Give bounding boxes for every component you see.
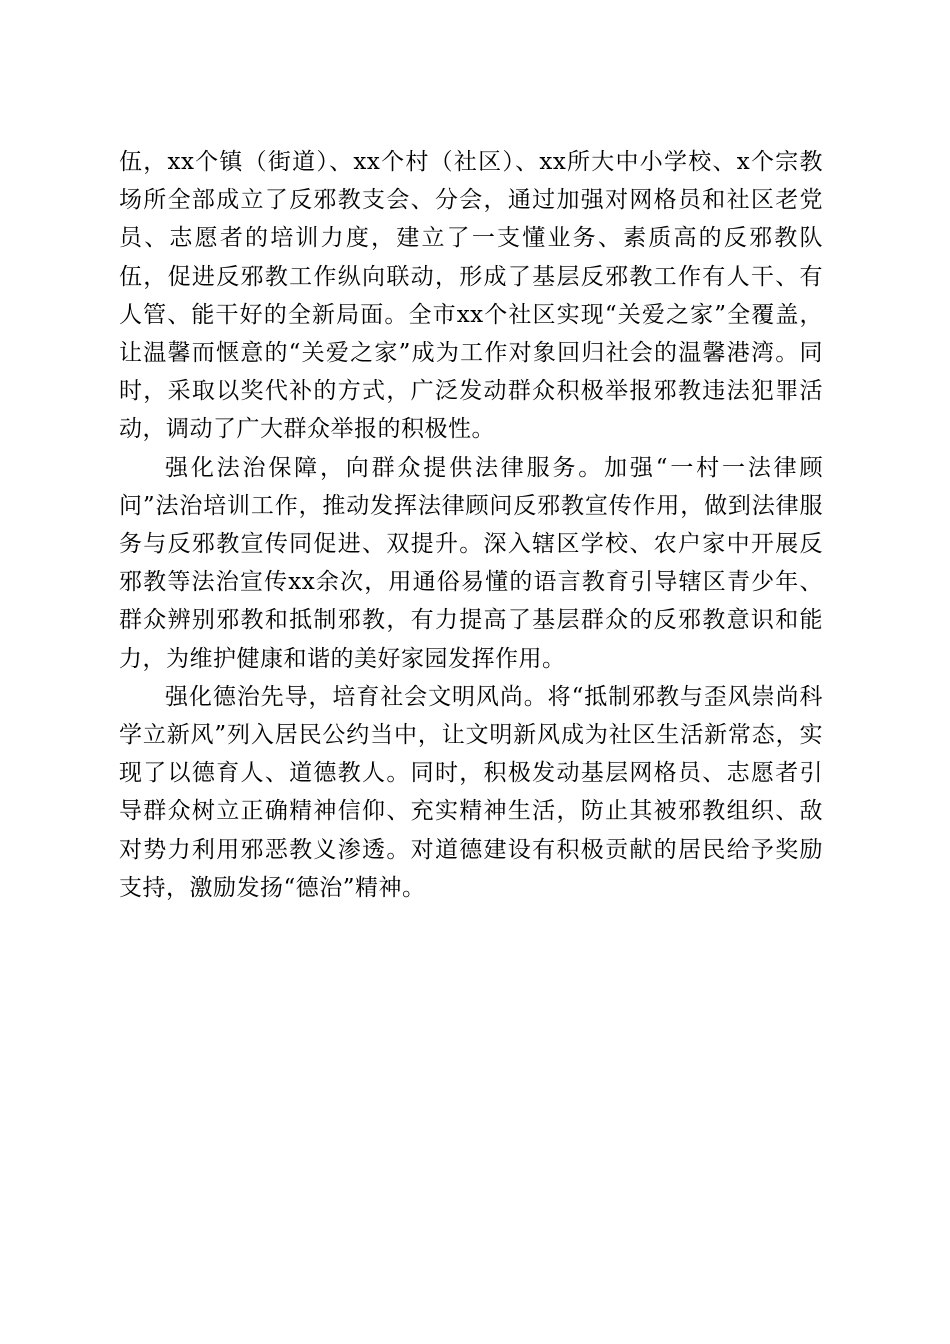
document-body bbox=[119, 143, 823, 907]
paragraph-continuation: 伍，xx个镇（街道）、xx个村（社区）、xx所大中小学校、x个宗教场所全部成立了反邪教支会、分会，通过加强对网格员和社区老党员、志愿者的培训力度，建立了一支懂业务、素质高的反邪教队伍，促进反邪教工作纵向联动，形成了基层反邪教工作有人干、有人管、能干好的全新局面。全市xx个社区实现“关爱之家”全覆盖，让温馨而惬意的“关爱之家”成为工作对象回归社会的温馨港湾。同时，采取以奖代补的方式，广泛发动群众积极举报邪教违法犯罪活动，调动了广大群众举报的积极性。 bbox=[119, 149, 823, 443]
paragraph-rule-of-law: 强化法治保障，向群众提供法律服务。加强“一村一法律顾问”法治培训工作，推动发挥法律顾问反邪教宣传作用，做到法律服务与反邪教宣传同促进、双提升。深入辖区学校、农户家中开展反邪教等法治宣传xx余次，用通俗易懂的语言教育引导辖区青少年、群众辨别邪教和抵制邪教，有力提高了基层群众的反邪教意识和能力，为维护健康和谐的美好家园发挥作用。 bbox=[119, 454, 823, 672]
paragraph-rule-of-virtue: 强化德治先导，培育社会文明风尚。将“抵制邪教与歪风崇尚科学立新风”列入居民公约当中，让文明新风成为社区生活新常态，实现了以德育人、道德教人。同时，积极发动基层网格员、志愿者引导群众树立正确精神信仰、充实精神生活，防止其被邪教组织、敌对势力利用邪恶教义渗透。对道德建设有积极贡献的居民给予奖励支持，激励发扬“德治”精神。 bbox=[119, 683, 823, 901]
